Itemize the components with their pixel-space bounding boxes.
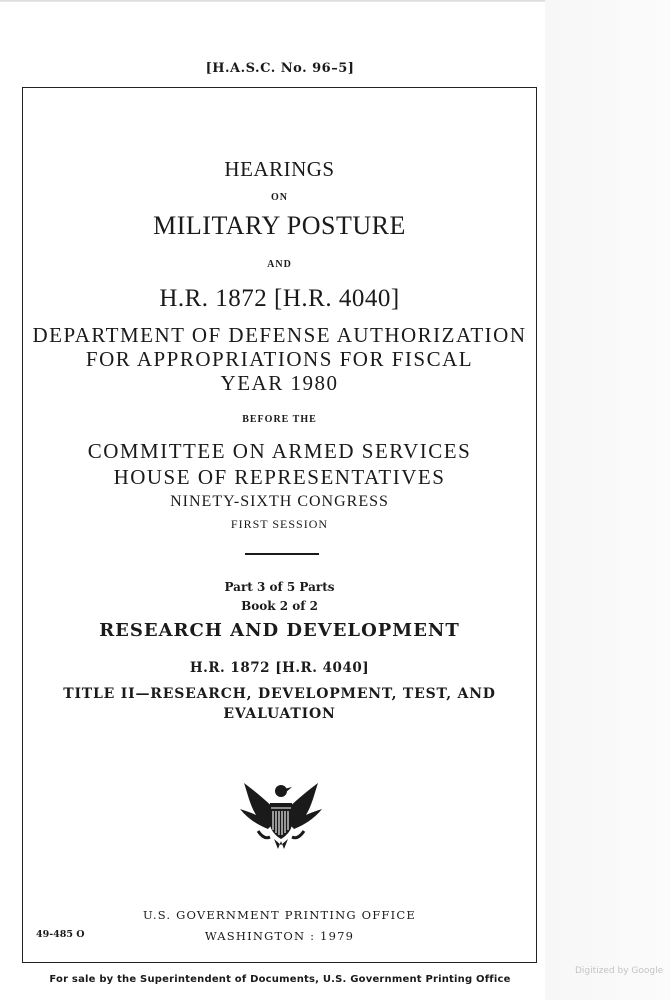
house-name: HOUSE OF REPRESENTATIVES [113,465,446,489]
on-connector: ON [271,192,288,203]
eagle-seal-icon [238,775,324,855]
sale-notice: For sale by the Superintendent of Documents, U.S. Government Printing Office [49,974,511,985]
dept-line-3: YEAR 1980 [220,371,339,395]
part-number: Part 3 of 5 Parts [224,580,335,594]
section-divider [245,553,319,555]
committee-serial-number: [H.A.S.C. No. 96–5] [205,61,355,76]
title-ii-line-1: TITLE II—RESEARCH, DEVELOPMENT, TEST, AND [63,686,496,702]
congress-name: NINETY-SIXTH CONGRESS [170,493,389,510]
dept-line-1: DEPARTMENT OF DEFENSE AUTHORIZATION [32,323,527,347]
digitization-watermark: Digitized by Google [575,966,664,976]
scan-margin [545,0,670,1000]
title-ii-line-2: EVALUATION [223,706,336,722]
hearings-heading: HEARINGS [224,157,335,181]
print-place-date: WASHINGTON : 1979 [204,929,355,943]
committee-name: COMMITTEE ON ARMED SERVICES [87,439,472,463]
before-connector: BEFORE THE [242,414,317,425]
subject-heading: MILITARY POSTURE [153,211,406,240]
bill-number-heading: H.R. 1872 [H.R. 4040] [159,285,400,312]
job-number: 49-485 O [36,929,85,940]
session-name: FIRST SESSION [230,517,329,531]
part-bill-number: H.R. 1872 [H.R. 4040] [189,660,370,676]
book-number: Book 2 of 2 [241,599,318,613]
dept-line-2: FOR APPROPRIATIONS FOR FISCAL [85,347,474,371]
and-connector: AND [267,259,292,270]
printer-name: U.S. GOVERNMENT PRINTING OFFICE [143,908,416,922]
topic-heading: RESEARCH AND DEVELOPMENT [99,620,460,641]
